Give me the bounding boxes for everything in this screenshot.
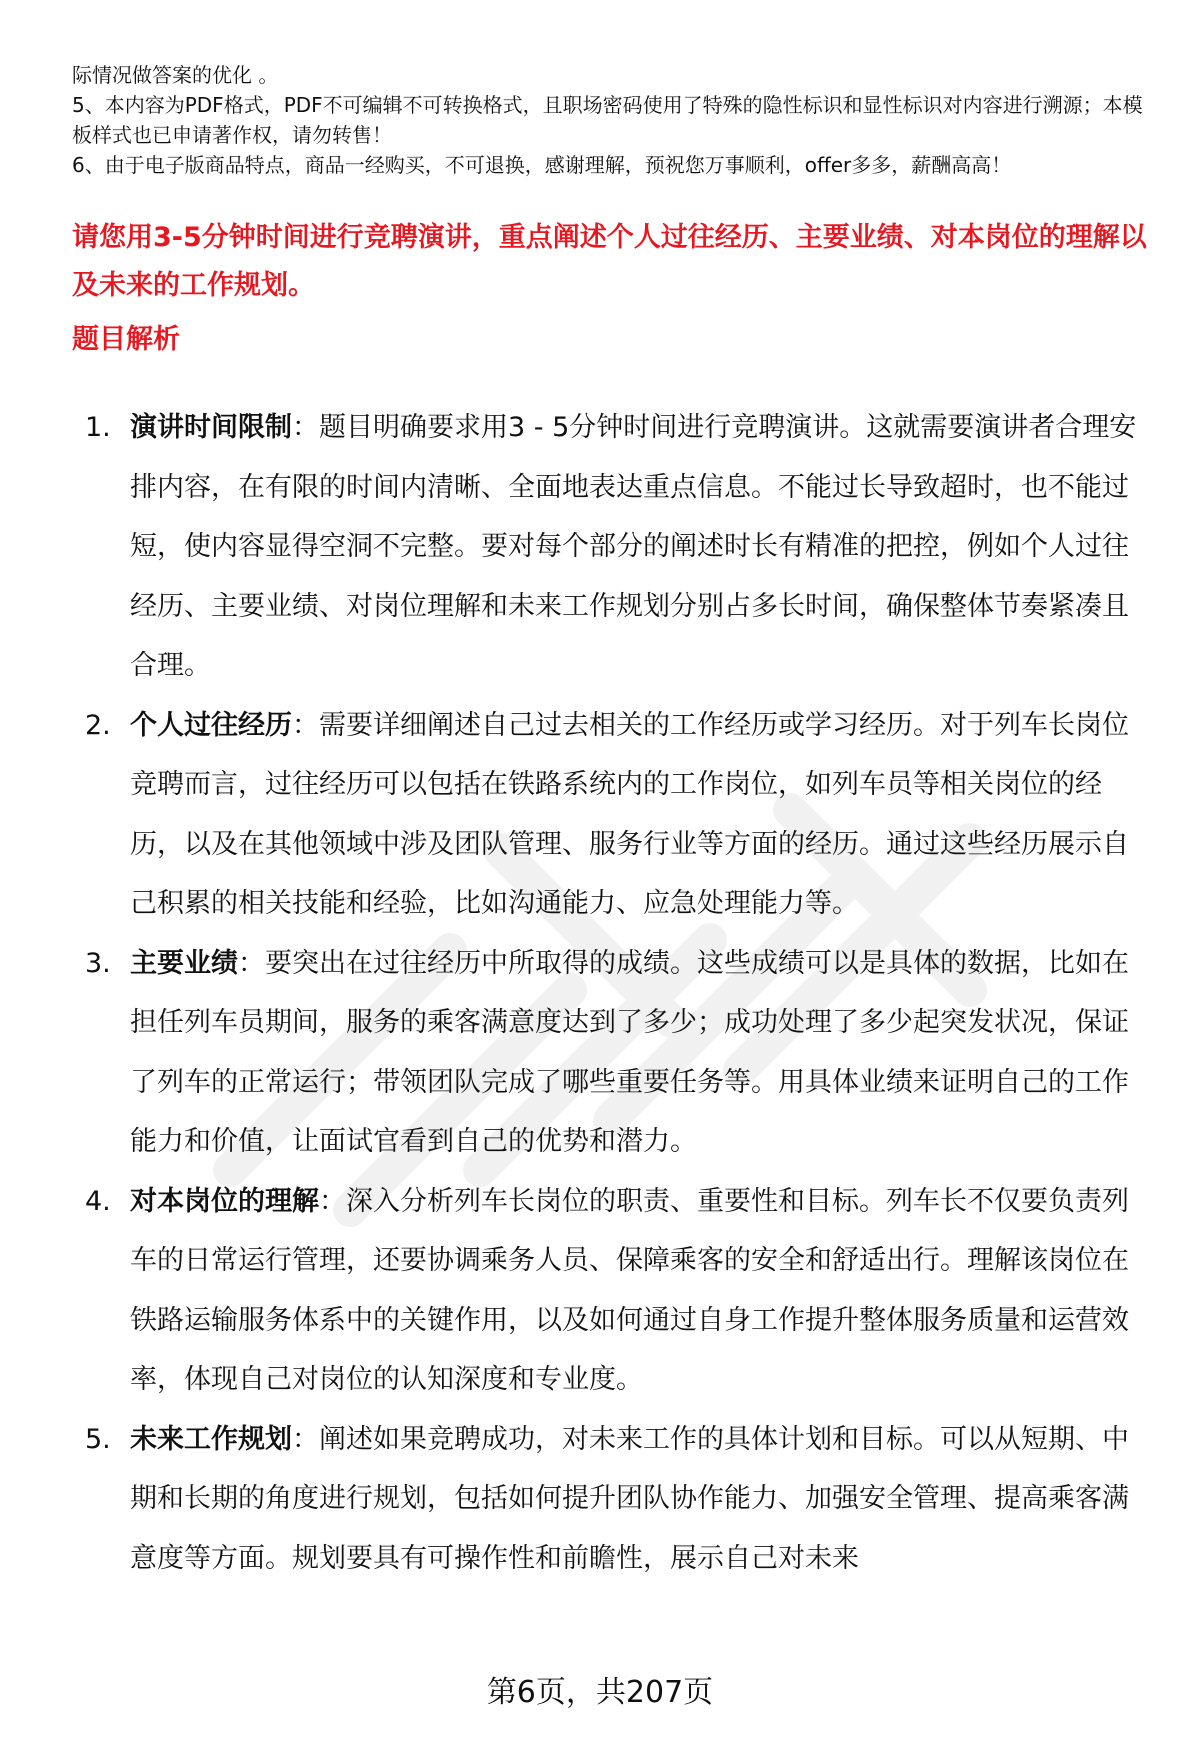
page-number: 第6页，共207页 [486, 1675, 714, 1710]
analysis-item [72, 1410, 1152, 1589]
analysis-item [72, 398, 1152, 696]
item-number: 2. [85, 709, 111, 741]
item-text: ：要突出在过往经历中所取得的成绩。这些成绩可以是具体的数据，比如在担任列车员期间，服务的乘客满意度达到了多少；成功处理了多少起突发状况，保证了列车的正常运行；带领团队完成了哪些重要任务等。用具体业绩来证明自己的工作能力和价值，让面试官看到自己的优势和潜力。 [130, 947, 1129, 1157]
note-line: 6、由于电子版商品特点，商品一经购买，不可退换，感谢理解，预祝您万事顺利，offer多多，薪酬高高！ [72, 153, 1012, 177]
analysis-item [72, 934, 1152, 1172]
item-term: 未来工作规划 [130, 1423, 292, 1455]
item-term: 主要业绩 [130, 947, 238, 979]
item-text: ：阐述如果竞聘成功，对未来工作的具体计划和目标。可以从短期、中期和长期的角度进行规划，包括如何提升团队协作能力、加强安全管理、提高乘客满意度等方面。规划要具有可操作性和前瞻性，展示自己对未来 [130, 1423, 1129, 1574]
analysis-item [72, 1172, 1152, 1410]
item-number: 3. [85, 947, 111, 979]
section-title: 题目解析 [72, 324, 180, 355]
interview-question: 请您用3-5分钟时间进行竞聘演讲，重点阐述个人过往经历、主要业绩、对本岗位的理解以及未来的工作规划。 [72, 222, 1147, 301]
item-text: ：题目明确要求用3 - 5分钟时间进行竞聘演讲。这就需要演讲者合理安排内容，在有限的时间内清晰、全面地表达重点信息。不能过长导致超时，也不能过短，使内容显得空洞不完整。要对每个部分的阐述时长有精准的把控，例如个人过往经历、主要业绩、对岗位理解和未来工作规划分别占多长时间，确保整体节奏紧凑且合理。 [130, 412, 1137, 681]
item-number: 1. [85, 412, 111, 443]
item-number: 5. [85, 1423, 111, 1455]
analysis-list [72, 398, 1152, 1588]
notes-block [72, 60, 1162, 180]
item-term: 个人过往经历 [130, 709, 292, 741]
note-line: 际情况做答案的优化 。 [72, 63, 279, 87]
item-term: 演讲时间限制 [130, 412, 292, 443]
note-line: 5、本内容为PDF格式，PDF不可编辑不可转换格式，且职场密码使用了特殊的隐性标识和显性标识对内容进行溯源；本模板样式也已申请著作权，请勿转售！ [72, 93, 1143, 147]
item-number: 4. [85, 1185, 111, 1217]
item-text: ：需要详细阐述自己过去相关的工作经历或学习经历。对于列车长岗位竞聘而言，过往经历可以包括在铁路系统内的工作岗位，如列车员等相关岗位的经历，以及在其他领域中涉及团队管理、服务行业等方面的经历。通过这些经历展示自己积累的相关技能和经验，比如沟通能力、应急处理能力等。 [130, 709, 1129, 919]
item-text: ：深入分析列车长岗位的职责、重要性和目标。列车长不仅要负责列车的日常运行管理，还要协调乘务人员、保障乘客的安全和舒适出行。理解该岗位在铁路运输服务体系中的关键作用，以及如何通过自身工作提升整体服务质量和运营效率，体现自己对岗位的认知深度和专业度。 [130, 1185, 1129, 1395]
item-term: 对本岗位的理解 [130, 1185, 319, 1217]
analysis-item [72, 696, 1152, 934]
